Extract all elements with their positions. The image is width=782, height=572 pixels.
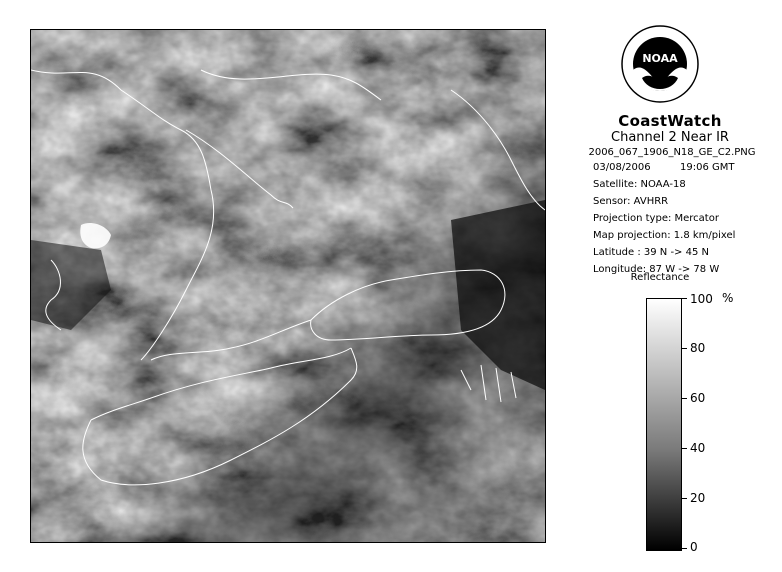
noaa-seal-icon	[620, 22, 700, 110]
sensor-label: Sensor: AVHRR	[593, 196, 669, 207]
date-label: 03/08/2006	[593, 162, 651, 173]
colorbar-tick-label: 40	[690, 441, 706, 455]
filename-label: 2006_067_1906_N18_GE_C2.PNG	[588, 147, 756, 158]
legend-title: Reflectance	[630, 272, 690, 283]
colorbar-tick	[681, 348, 687, 349]
satellite-image-svg	[31, 30, 545, 542]
colorbar-tick	[681, 398, 687, 399]
reflectance-colorbar	[646, 298, 682, 551]
longitude-label: Longitude: 87 W -> 78 W	[593, 264, 720, 275]
map-projection-label: Map projection: 1.8 km/pixel	[593, 230, 736, 241]
colorbar-tick-label: 80	[690, 341, 706, 355]
channel-subtitle: Channel 2 Near IR	[611, 130, 729, 145]
product-title: CoastWatch	[618, 112, 722, 130]
logo-text: NOAA	[642, 52, 678, 65]
colorbar-tick	[681, 448, 687, 449]
colorbar-tick	[681, 548, 687, 549]
colorbar-tick	[681, 298, 687, 299]
colorbar-tick-label: 100	[690, 292, 713, 306]
satellite-image	[30, 29, 546, 543]
colorbar-tick	[681, 498, 687, 499]
colorbar-tick-label: 20	[690, 491, 706, 505]
satellite-label: Satellite: NOAA-18	[593, 179, 686, 190]
latitude-label: Latitude : 39 N -> 45 N	[593, 247, 709, 258]
colorbar-tick-label: 60	[690, 391, 706, 405]
legend-unit: %	[722, 291, 734, 305]
projection-type-label: Projection type: Mercator	[593, 213, 719, 224]
time-label: 19:06 GMT	[680, 162, 735, 173]
colorbar-tick-label: 0	[690, 540, 698, 554]
